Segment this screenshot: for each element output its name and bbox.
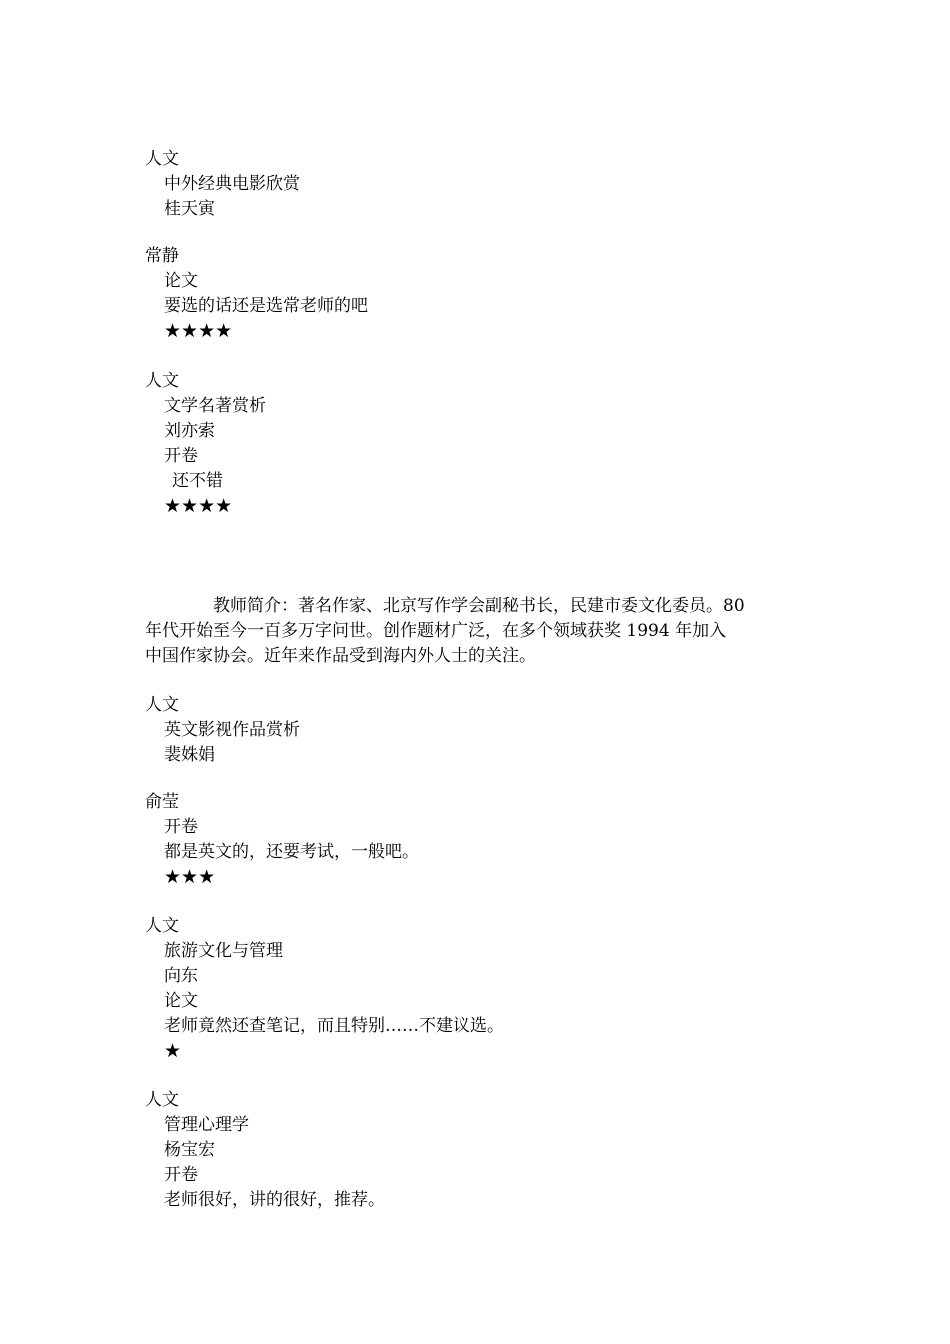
course-name: 文学名著赏析 xyxy=(164,396,266,416)
star-rating: ★ xyxy=(164,1040,182,1062)
teacher-intro-paragraph xyxy=(145,594,810,669)
teacher-name: 刘亦索 xyxy=(164,421,215,441)
exam-type: 开卷 xyxy=(164,1165,198,1185)
review-comment: 要选的话还是选常老师的吧 xyxy=(164,296,368,316)
review-comment: 老师竟然还查笔记，而且特别……不建议选。 xyxy=(164,1016,504,1036)
intro-line: 年代开始至今一百多万字问世。创作题材广泛，在多个领域获奖 1994 年加入 xyxy=(145,621,727,641)
teacher-name: 桂天寅 xyxy=(164,199,215,219)
exam-type: 论文 xyxy=(164,271,198,291)
course-category: 人文 xyxy=(145,371,179,391)
course-category: 人文 xyxy=(145,916,179,936)
teacher-name: 俞莹 xyxy=(145,792,179,812)
teacher-name: 向东 xyxy=(164,966,198,986)
teacher-name: 杨宝宏 xyxy=(164,1140,215,1160)
course-name: 管理心理学 xyxy=(164,1115,249,1135)
course-name: 中外经典电影欣赏 xyxy=(164,174,300,194)
course-category: 人文 xyxy=(145,1090,179,1110)
star-rating: ★★★★ xyxy=(164,320,233,342)
star-rating: ★★★ xyxy=(164,866,216,888)
review-comment: 都是英文的，还要考试，一般吧。 xyxy=(164,842,419,862)
exam-type: 开卷 xyxy=(164,446,198,466)
star-rating: ★★★★ xyxy=(164,495,233,517)
exam-type: 开卷 xyxy=(164,817,198,837)
teacher-name: 裴姝娟 xyxy=(164,745,215,765)
review-comment: 还不错 xyxy=(172,471,223,491)
review-comment: 老师很好，讲的很好，推荐。 xyxy=(164,1190,385,1210)
intro-line: 中国作家协会。近年来作品受到海内外人士的关注。 xyxy=(145,646,536,666)
course-category: 人文 xyxy=(145,149,179,169)
exam-type: 论文 xyxy=(164,991,198,1011)
course-name: 旅游文化与管理 xyxy=(164,941,283,961)
intro-line: 教师简介：著名作家、北京写作学会副秘书长，民建市委文化委员。80 xyxy=(213,596,745,616)
course-name: 英文影视作品赏析 xyxy=(164,720,300,740)
course-category: 人文 xyxy=(145,695,179,715)
teacher-name: 常静 xyxy=(145,246,179,266)
